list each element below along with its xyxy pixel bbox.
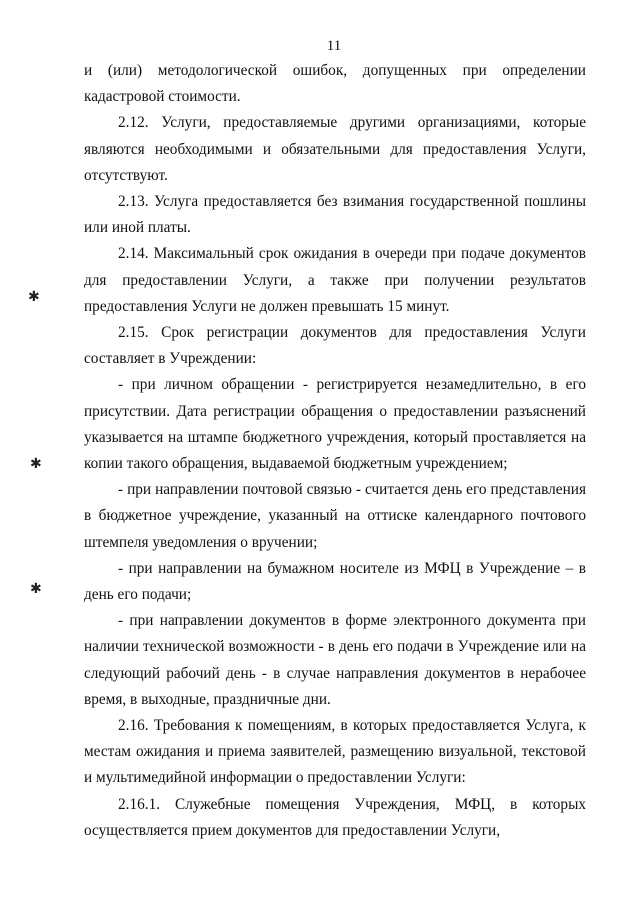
- paragraph-6: - при направлении почтовой связью - считается день его представления в бюджетное учреждение, указанный на оттиске календарного почтового штемпеля уведомления о вручении;: [84, 481, 586, 551]
- paragraph-9: 2.16. Требования к помещениям, в которых предоставляется Услуга, к местам ожидания и приема заявителей, размещению визуальной, текстовой и мультимедийной информации о предоставлении Услуги:: [84, 717, 586, 787]
- paragraph-0: и (или) методологической ошибок, допущенных при определении кадастровой стоимости.: [84, 62, 586, 106]
- margin-mark-icon: ✱: [30, 457, 42, 472]
- paragraph-7: - при направлении на бумажном носителе из МФЦ в Учреждение – в день его подачи;: [84, 559, 586, 604]
- paragraph-10: 2.16.1. Служебные помещения Учреждения, МФЦ, в которых осуществляется прием документов для предоставлении Услуги,: [84, 795, 586, 839]
- paragraph-3: 2.14. Максимальный срок ожидания в очереди при подаче документов для предоставлении Услуги, а также при получении результатов предоставления Услуги не должен превышать 15 минут.: [84, 245, 586, 315]
- margin-mark-icon: ✱: [30, 582, 42, 597]
- page-number: 11: [326, 38, 342, 54]
- document-body: [84, 58, 586, 844]
- paragraph-8: - при направлении документов в форме электронного документа при наличии технической возможности - в день его подачи в Учреждение или на следующий рабочий день - в случае направления документов в нерабочее время, в выходные, праздничные дни.: [84, 612, 586, 708]
- paragraph-4: 2.15. Срок регистрации документов для предоставления Услуги составляет в Учреждении:: [84, 324, 586, 368]
- margin-mark-icon: ✱: [28, 290, 40, 305]
- paragraph-5: - при личном обращении - регистрируется незамедлительно, в его присутствии. Дата регистрации обращения о предоставлении разъяснений указывается на штампе бюджетного учреждения, который проставляется на копии такого обращения, выдаваемой бюджетным учреждением;: [84, 376, 586, 473]
- paragraph-1: 2.12. Услуги, предоставляемые другими организациями, которые являются необходимыми и обязательными для предоставления Услуги, отсутствуют.: [84, 114, 586, 184]
- paragraph-2: 2.13. Услуга предоставляется без взимания государственной пошлины или иной платы.: [84, 193, 586, 237]
